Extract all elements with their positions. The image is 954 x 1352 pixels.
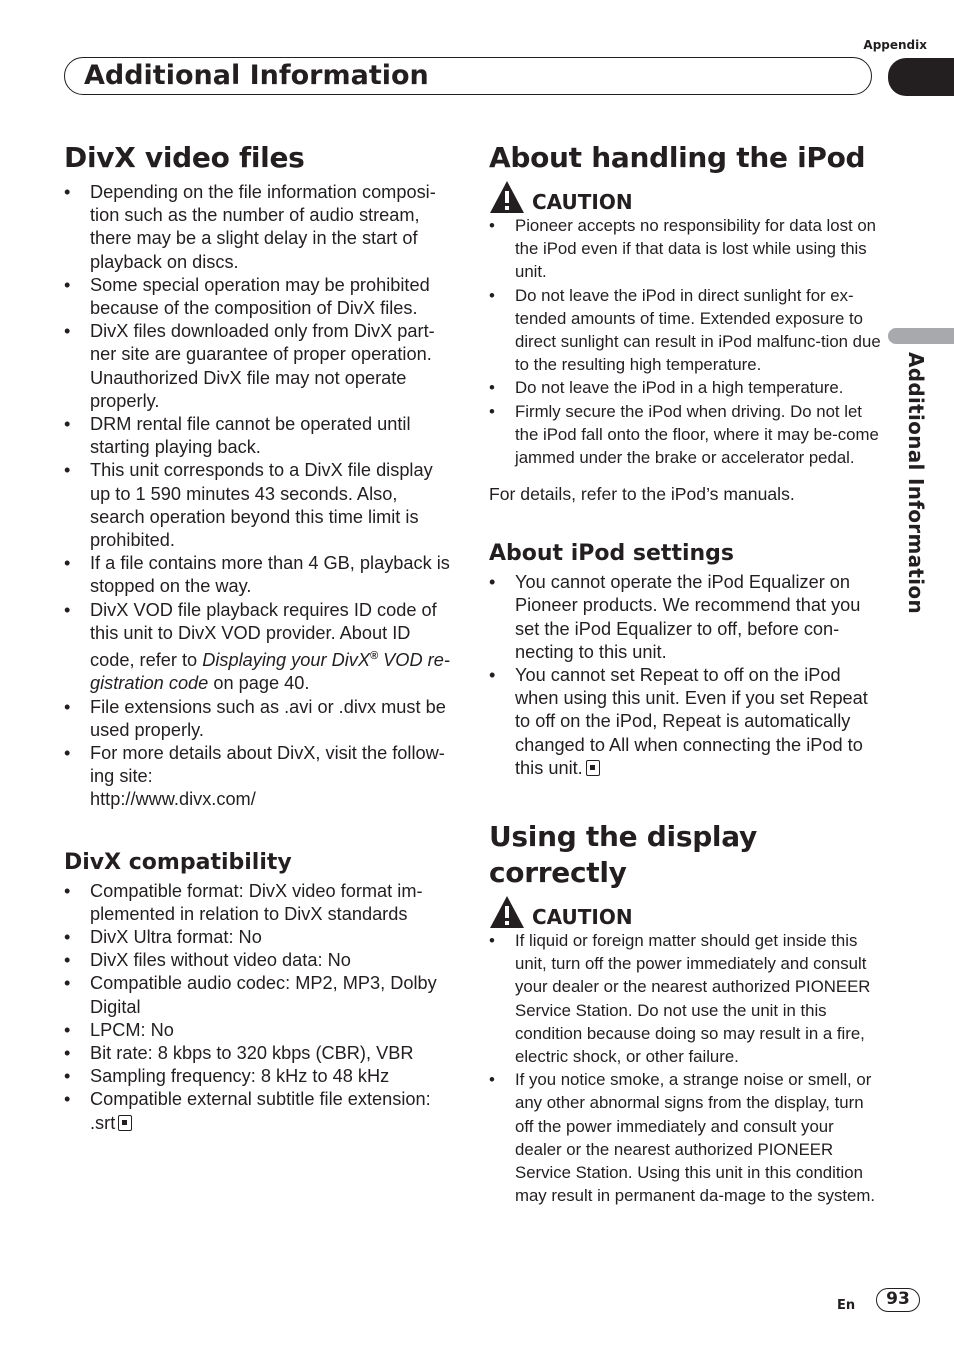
right-column [489, 140, 881, 1208]
warning-icon [489, 895, 525, 929]
end-mark-icon [586, 760, 600, 776]
list-item: • Do not leave the iPod in a high temperature. [489, 376, 881, 399]
list-item: • Sampling frequency: 8 kHz to 48 kHz [64, 1065, 456, 1088]
list-item: • Compatible format: DivX video format im-plemented in relation to DivX standards [64, 880, 456, 926]
list-item: • DRM rental file cannot be operated until starting playing back. [64, 413, 456, 459]
left-column [64, 140, 456, 1135]
side-tab-label: Additional Information [904, 352, 928, 614]
list-item-last: • You cannot set Repeat to off on the iPod when using this unit. Even if you set Repeat to off on the iPod, Repeat is automatically changed to All when connecting the iPod to this unit. [489, 664, 881, 780]
list-item: • If you notice smoke, a strange noise or smell, or any other abnormal signs from the display, turn off the power immediately and consult your dealer or the nearest authorized PIONEER Service Station. Using this unit in this condition may result in permanent da-mage to the system. [489, 1068, 881, 1207]
divx-video-title: DivX video files [64, 141, 305, 174]
visit-text: For more details about DivX, visit the follow-ing site: [90, 742, 445, 787]
divx-compat-title: DivX compatibility [64, 849, 292, 875]
list-item: • DivX files without video data: No [64, 949, 456, 972]
list-item-vod: • DivX VOD file playback requires ID code of this unit to DivX VOD provider. About ID code, refer to Displaying your DivX® VOD re-gistration code on page 40. [64, 599, 456, 696]
list-item: • If liquid or foreign matter should get inside this unit, turn off the power immediately and consult your dealer or the nearest authorized PIONEER Service Station. Do not use the unit in this condition because doing so may result in a fire, electric shock, or other failure. [489, 929, 881, 1068]
list-item: • Pioneer accepts no responsibility for data lost on the iPod even if that data is lost while using this unit. [489, 214, 881, 284]
page-number: 93 [876, 1288, 920, 1312]
end-mark-icon [118, 1115, 132, 1131]
list-item: • File extensions such as .avi or .divx must be used properly. [64, 696, 456, 742]
ipod-settings-list [489, 571, 881, 780]
list-item: • This unit corresponds to a DivX file display up to 1 590 minutes 43 seconds. Also, search operation beyond this time limit is prohibited. [64, 459, 456, 552]
list-item: • Some special operation may be prohibited because of the composition of DivX files. [64, 274, 456, 320]
vod-reference-link[interactable]: Displaying your DivX® VOD re-gistration code [90, 650, 450, 694]
side-tab-marker [888, 328, 954, 344]
list-item: • Do not leave the iPod in direct sunlight for ex-tended amounts of time. Extended exposure to direct sunlight can result in iPod malfunc-tion due to the resulting high temperature. [489, 284, 881, 377]
language-label: En [837, 1298, 856, 1313]
ipod-note: For details, refer to the iPod’s manuals. [489, 484, 795, 505]
warning-icon [489, 180, 525, 214]
vod-text: DivX VOD file playback requires ID code of this unit to DivX VOD provider. About ID code, refer to [90, 599, 437, 671]
list-item-visit [64, 742, 456, 812]
caution-heading [489, 180, 881, 214]
list-item: • If a file contains more than 4 GB, playback is stopped on the way. [64, 552, 456, 598]
appendix-label: Appendix [863, 38, 927, 52]
section-tab-marker [888, 58, 954, 96]
divx-url[interactable]: http://www.divx.com/ [90, 789, 256, 810]
ipod-settings-title: About iPod settings [489, 541, 735, 567]
caution-label: CAUTION [532, 905, 633, 930]
list-item: • Firmly secure the iPod when driving. Do not let the iPod fall onto the floor, where it may be-come jammed under the brake or accelerator pedal. [489, 400, 881, 470]
ipod-handling-title: About handling the iPod [489, 141, 866, 174]
list-item: • Bit rate: 8 kbps to 320 kbps (CBR), VBR [64, 1042, 456, 1065]
section-header-title: Additional Information [84, 60, 429, 91]
list-item: • LPCM: No [64, 1019, 456, 1042]
ipod-caution-list [489, 214, 881, 469]
divx-video-list [64, 181, 456, 812]
caution-label: CAUTION [532, 190, 633, 214]
caution-heading [489, 895, 881, 929]
list-item: • DivX files downloaded only from DivX part-ner site are guarantee of proper operation. Unauthorized DivX file may not operate properly. [64, 320, 456, 413]
list-item: • Compatible audio codec: MP2, MP3, Dolby Digital [64, 972, 456, 1018]
display-caution-list [489, 929, 881, 1207]
list-item: • Depending on the file information composi-tion such as the number of audio stream, there may be a slight delay in the start of playback on discs. [64, 181, 456, 274]
list-item-last: • Compatible external subtitle file extension: .srt [64, 1088, 456, 1134]
list-item: • DivX Ultra format: No [64, 926, 456, 949]
display-title: Using the display correctly [489, 820, 757, 890]
list-item: • You cannot operate the iPod Equalizer on Pioneer products. We recommend that you set the iPod Equalizer to off, before con-necting to this unit. [489, 571, 881, 664]
divx-compat-list [64, 880, 456, 1135]
